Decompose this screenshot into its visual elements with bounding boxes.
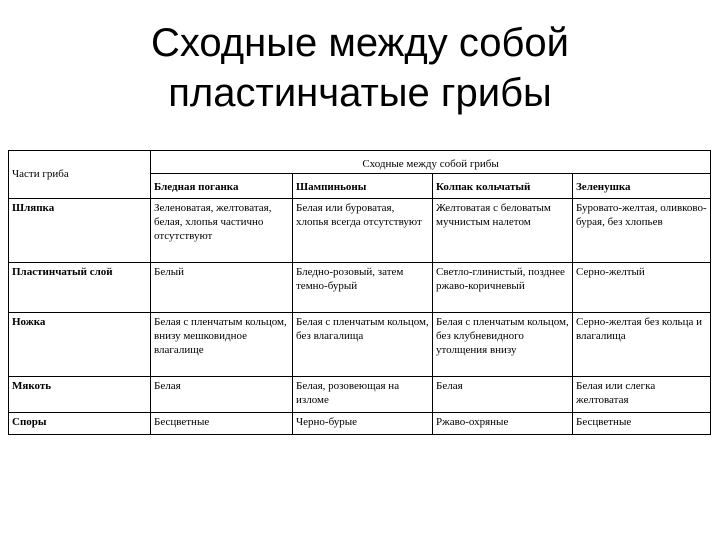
table-cell: Бесцветные: [151, 413, 293, 435]
comparison-table: [8, 150, 711, 435]
comparison-table-container: [8, 150, 710, 435]
corner-header-cell: Части гриба: [9, 151, 151, 199]
row-label-cell: Ножка: [9, 313, 151, 377]
row-label-cell: Пластинчатый слой: [9, 263, 151, 313]
table-cell: Белая, розовеющая на изломе: [293, 377, 433, 413]
table-cell: Белая: [151, 377, 293, 413]
table-cell: Белая с пленчатым кольцом, без влагалища: [293, 313, 433, 377]
species-header-cell: Зеленушка: [573, 174, 711, 199]
table-cell: Белая с пленчатым кольцом, без клубневидного утолщения внизу: [433, 313, 573, 377]
table-cell: Ржаво-охряные: [433, 413, 573, 435]
table-row: [9, 377, 711, 413]
group-header-cell: Сходные между собой грибы: [151, 151, 711, 174]
table-cell: Бесцветные: [573, 413, 711, 435]
row-label-cell: Шляпка: [9, 199, 151, 263]
table-cell: Зеленоватая, желтоватая, белая, хлопья частично отсутствуют: [151, 199, 293, 263]
table-cell: Белая или слегка желтоватая: [573, 377, 711, 413]
table-cell: Желтоватая с беловатым мучнистым налетом: [433, 199, 573, 263]
row-label-cell: Споры: [9, 413, 151, 435]
table-cell: Черно-бурые: [293, 413, 433, 435]
table-cell: Белая: [433, 377, 573, 413]
table-row: [9, 263, 711, 313]
table-row: [9, 313, 711, 377]
table-cell: Буровато-желтая, оливково-бурая, без хлопьев: [573, 199, 711, 263]
table-cell: Серно-желтая без кольца и влагалища: [573, 313, 711, 377]
species-header-cell: Бледная поганка: [151, 174, 293, 199]
slide-title-line-2: пластинчатые грибы: [168, 71, 552, 115]
row-label-cell: Мякоть: [9, 377, 151, 413]
table-cell: Светло-глинистый, позднее ржаво-коричневый: [433, 263, 573, 313]
table-cell: Белая с пленчатым кольцом, внизу мешковидное влагалище: [151, 313, 293, 377]
slide-title-line-1: Сходные между собой: [150, 21, 570, 65]
species-header-cell: Шампиньоны: [293, 174, 433, 199]
slide-title: [0, 18, 720, 118]
table-cell: Бледно-розовый, затем темно-бурый: [293, 263, 433, 313]
table-header-row: [9, 151, 711, 174]
table-row: [9, 199, 711, 263]
table-row: [9, 413, 711, 435]
table-cell: Белая или буроватая, хлопья всегда отсутствуют: [293, 199, 433, 263]
table-cell: Серно-желтый: [573, 263, 711, 313]
species-header-cell: Колпак кольчатый: [433, 174, 573, 199]
table-cell: Белый: [151, 263, 293, 313]
